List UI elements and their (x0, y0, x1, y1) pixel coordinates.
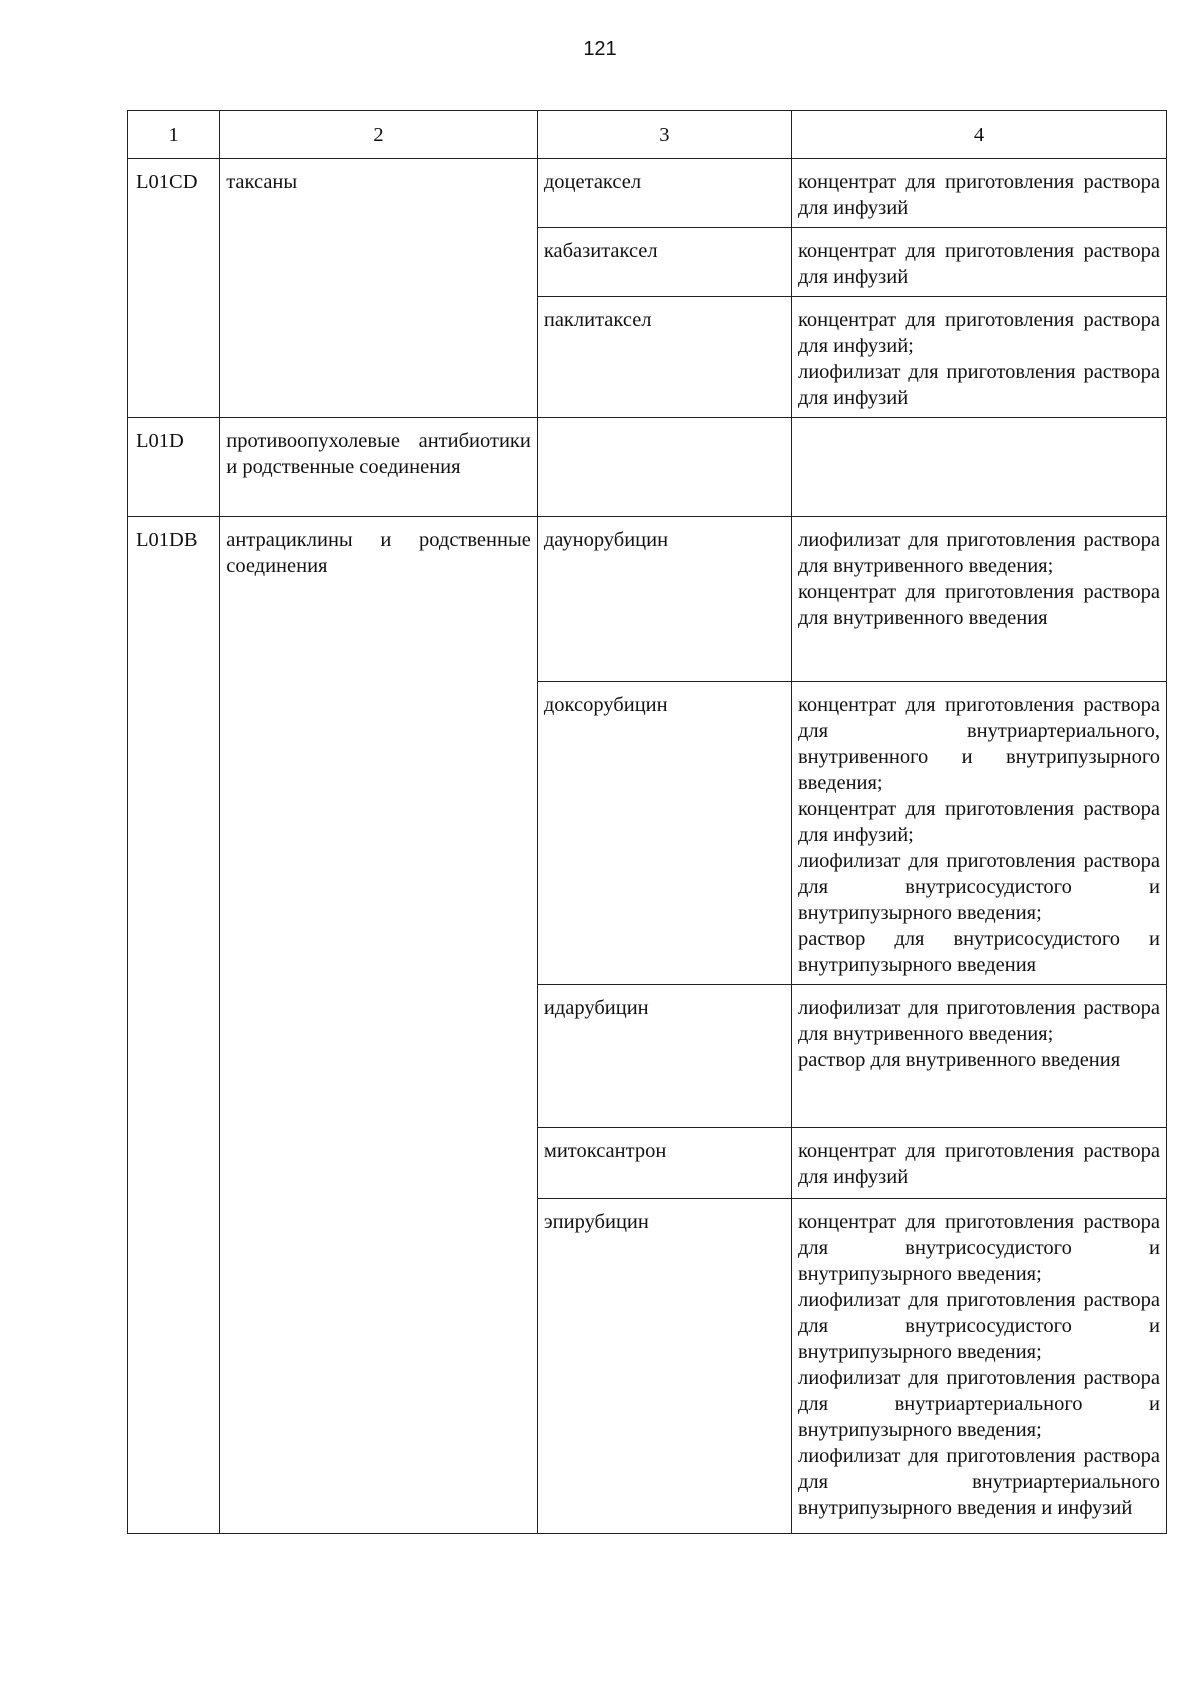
dosage-form-text: лиофилизат для приготовления раствора для внутриартериального и внутрипузырного введения; (797, 1367, 1160, 1441)
dosage-form-text: лиофилизат для приготовления раствора для внутриартериального внутрипузырного введения и инфузий (797, 1445, 1160, 1519)
atc-code-cell: L01CD (128, 159, 220, 418)
dosage-form-cell (791, 159, 1166, 228)
drug-name-cell: кабазитаксел (537, 228, 791, 297)
dosage-form-cell (791, 1199, 1166, 1534)
table-row (128, 418, 1167, 517)
drug-name-cell: доксорубицин (537, 682, 791, 985)
dosage-form-text: концентрат для приготовления раствора для внутрисосудистого и внутрипузырного введения; (797, 1211, 1160, 1285)
dosage-form-text: раствор для внутрисосудистого и внутрипузырного введения (797, 928, 1160, 976)
dosage-form-cell (791, 1128, 1166, 1199)
dosage-form-text: лиофилизат для приготовления раствора для внутрисосудистого и внутрипузырного введения; (797, 1289, 1160, 1363)
dosage-form-cell (791, 418, 1166, 517)
dosage-form-text: лиофилизат для приготовления раствора для внутрисосудистого и внутрипузырного введения; (797, 850, 1160, 924)
drug-name-cell: даунорубицин (537, 517, 791, 682)
column-header-3: 3 (537, 111, 791, 159)
table-row (128, 517, 1167, 682)
drug-table (127, 110, 1167, 1534)
dosage-form-text: концентрат для приготовления раствора для инфузий (797, 171, 1160, 219)
dosage-form-cell (791, 228, 1166, 297)
dosage-form-text: раствор для внутривенного введения (797, 1049, 1121, 1071)
dosage-form-text: концентрат для приготовления раствора для инфузий; (797, 798, 1160, 846)
column-header-2: 2 (220, 111, 538, 159)
dosage-form-text: концентрат для приготовления раствора для инфузий; (797, 309, 1160, 357)
atc-code-cell: L01DB (128, 517, 220, 1534)
dosage-form-text: лиофилизат для приготовления раствора для инфузий (797, 361, 1160, 409)
drug-name-cell: митоксантрон (537, 1128, 791, 1199)
table-row (128, 159, 1167, 228)
dosage-form-cell (791, 297, 1166, 418)
drug-name-cell: паклитаксел (537, 297, 791, 418)
table-header-row (128, 111, 1167, 159)
dosage-form-cell (791, 682, 1166, 985)
drug-name-cell: доцетаксел (537, 159, 791, 228)
dosage-form-text: концентрат для приготовления раствора для инфузий (797, 240, 1160, 288)
group-name-cell: противоопухолевые антибиотики и родственные соединения (220, 418, 538, 517)
group-name-cell: антрациклины и родственные соединения (220, 517, 538, 1534)
dosage-form-cell (791, 517, 1166, 682)
drug-name-cell: идарубицин (537, 985, 791, 1128)
column-header-1: 1 (128, 111, 220, 159)
page-number: 121 (583, 38, 617, 60)
dosage-form-text: концентрат для приготовления раствора для инфузий (797, 1140, 1160, 1188)
group-name-cell: таксаны (220, 159, 538, 418)
dosage-form-text: лиофилизат для приготовления раствора для внутривенного введения; (797, 529, 1160, 577)
dosage-form-text: концентрат для приготовления раствора для внутривенного введения (797, 581, 1160, 629)
dosage-form-text: лиофилизат для приготовления раствора для внутривенного введения; (797, 997, 1160, 1045)
dosage-form-text: концентрат для приготовления раствора для внутриартериального, внутривенного и внутрипузырного введения; (797, 694, 1160, 794)
drug-name-cell (537, 418, 791, 517)
column-header-4: 4 (791, 111, 1166, 159)
atc-code-cell: L01D (128, 418, 220, 517)
dosage-form-cell (791, 985, 1166, 1128)
drug-name-cell: эпирубицин (537, 1199, 791, 1534)
